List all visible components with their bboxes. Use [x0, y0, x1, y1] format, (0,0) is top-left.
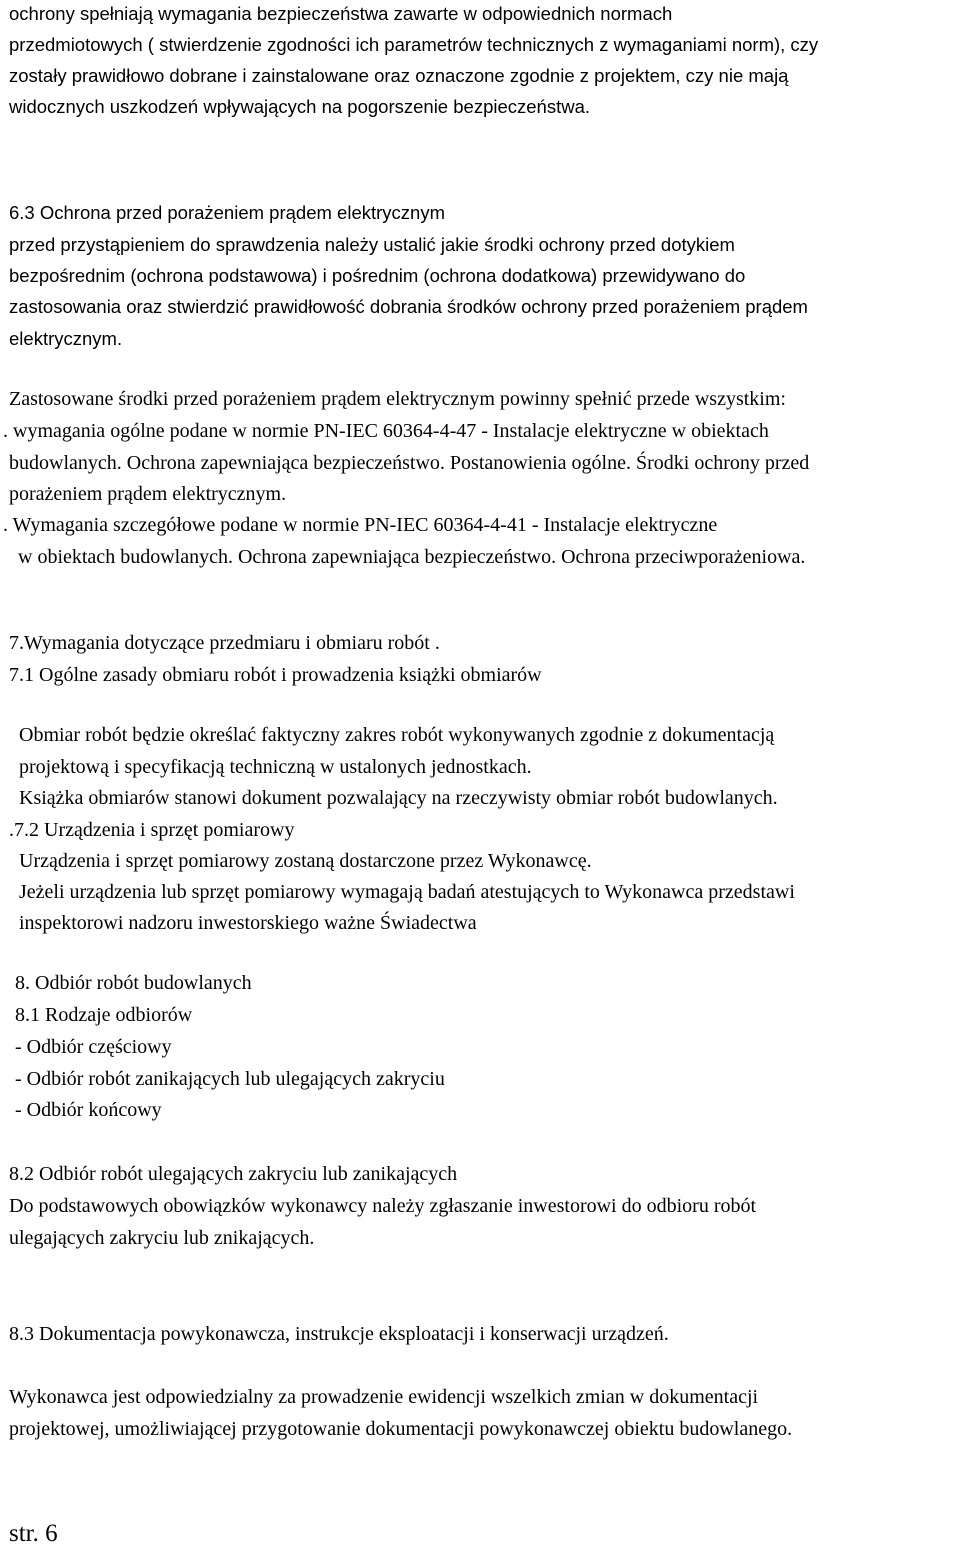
- requirement-1-line-2: budowlanych. Ochrona zapewniająca bezpieczeństwo. Postanowienia ogólne. Środki ochrony przed: [9, 452, 810, 474]
- section-8-2-heading: 8.2 Odbiór robót ulegających zakryciu lub zanikających: [9, 1163, 458, 1185]
- odbior-type-item: - Odbiór końcowy: [15, 1099, 162, 1121]
- jezeli-paragraph-line-1: Jeżeli urządzenia lub sprzęt pomiarowy wymagają badań atestujących to Wykonawca przedstawi: [19, 881, 795, 903]
- section-6-3-body-line-3: zastosowania oraz stwierdzić prawidłowość dobrania środków ochrony przed porażeniem prądem: [9, 296, 808, 317]
- jezeli-paragraph-line-2: inspektorowi nadzoru inwestorskiego ważne Świadectwa: [19, 912, 477, 934]
- section-7-1-heading: 7.1 Ogólne zasady obmiaru robót i prowadzenia książki obmiarów: [9, 664, 542, 686]
- odbior-type-item: - Odbiór robót zanikających lub ulegających zakryciu: [15, 1068, 445, 1090]
- section-8-3-paragraph-line-2: projektowej, umożliwiającej przygotowanie dokumentacji powykonawczej obiektu budowlanego.: [9, 1418, 793, 1440]
- section-8-1-heading: 8.1 Rodzaje odbiorów: [15, 1004, 193, 1026]
- ksiazka-paragraph: Książka obmiarów stanowi dokument pozwalający na rzeczywisty obmiar robót budowlanych.: [19, 787, 778, 809]
- requirement-1-line-1: . wymagania ogólne podane w normie PN-IEC 60364-4-47 - Instalacje elektryczne w obiektach: [3, 420, 769, 442]
- section-8-3-paragraph-line-1: Wykonawca jest odpowiedzialny za prowadzenie ewidencji wszelkich zmian w dokumentacji: [9, 1386, 759, 1408]
- section-6-3-body-line-2: bezpośrednim (ochrona podstawowa) i pośrednim (ochrona dodatkowa) przewidywano do: [9, 265, 746, 286]
- section-8-3-heading: 8.3 Dokumentacja powykonawcza, instrukcje eksploatacji i konserwacji urządzeń.: [9, 1323, 669, 1345]
- odbior-type-item: - Odbiór częściowy: [15, 1036, 172, 1058]
- intro-line-2: przedmiotowych ( stwierdzenie zgodności ich parametrów technicznych z wymaganiami norm), czy: [9, 34, 819, 55]
- section-8-heading: 8. Odbiór robót budowlanych: [15, 972, 252, 994]
- urzadzenia-paragraph: Urządzenia i sprzęt pomiarowy zostaną dostarczone przez Wykonawcę.: [19, 850, 592, 872]
- page-number: str. 6: [9, 1520, 58, 1547]
- section-6-3-heading: 6.3 Ochrona przed porażeniem prądem elektrycznym: [9, 202, 445, 223]
- obmiar-paragraph-line-1: Obmiar robót będzie określać faktyczny zakres robót wykonywanych zgodnie z dokumentacją: [19, 724, 775, 746]
- section-8-2-paragraph-line-1: Do podstawowych obowiązków wykonawcy należy zgłaszanie inwestorowi do odbioru robót: [9, 1195, 757, 1217]
- section-6-3-body-line-1: przed przystąpieniem do sprawdzenia należy ustalić jakie środki ochrony przed dotykiem: [9, 234, 735, 255]
- section-8-2-paragraph-line-2: ulegających zakryciu lub znikających.: [9, 1227, 315, 1249]
- requirement-2-line-2: w obiektach budowlanych. Ochrona zapewniająca bezpieczeństwo. Ochrona przeciwporażeniowa.: [18, 546, 806, 568]
- intro-line-1: ochrony spełniają wymagania bezpieczeństwa zawarte w odpowiednich normach: [9, 3, 673, 24]
- requirement-2-line-1: . Wymagania szczegółowe podane w normie PN-IEC 60364-4-41 - Instalacje elektryczne: [3, 514, 718, 536]
- section-7-2-heading: .7.2 Urządzenia i sprzęt pomiarowy: [9, 819, 295, 841]
- section-7-heading: 7.Wymagania dotyczące przedmiaru i obmiaru robót .: [9, 632, 440, 654]
- section-6-3-body-line-4: elektrycznym.: [9, 328, 123, 349]
- requirement-1-line-3: porażeniem prądem elektrycznym.: [9, 483, 287, 505]
- obmiar-paragraph-line-2: projektową i specyfikacją techniczną w ustalonych jednostkach.: [19, 756, 532, 778]
- intro-line-4: widocznych uszkodzeń wpływających na pogorszenie bezpieczeństwa.: [9, 96, 591, 117]
- intro-line-3: zostały prawidłowo dobrane i zainstalowane oraz oznaczone zgodnie z projektem, czy nie mają: [9, 65, 789, 86]
- requirements-intro: Zastosowane środki przed porażeniem prądem elektrycznym powinny spełnić przede wszystkim:: [9, 388, 786, 410]
